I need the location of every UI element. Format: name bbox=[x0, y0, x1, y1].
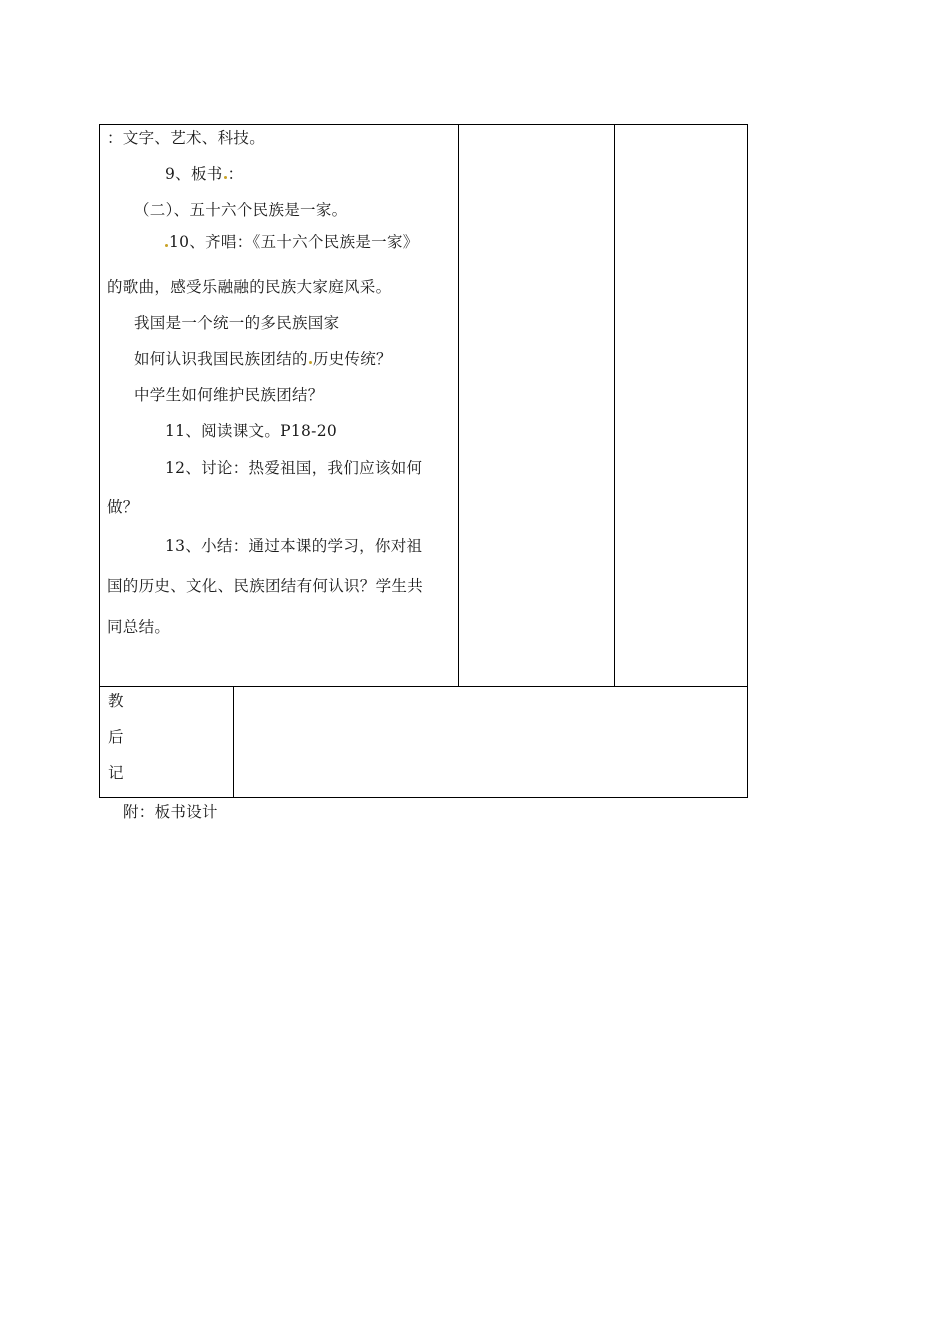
lesson-line: 的歌曲，感受乐融融的民族大家庭风采。 bbox=[107, 278, 392, 296]
lesson-line: 国的历史、文化、民族团结有何认识？学生共 bbox=[107, 577, 424, 595]
appendix-label: 附：板书设计 bbox=[123, 803, 218, 821]
mark-dot bbox=[309, 361, 312, 364]
reflection-label-char: 教 bbox=[108, 692, 124, 710]
lesson-line: 9、板书 ： bbox=[165, 165, 244, 183]
lesson-line: 10、齐唱：《五十六个民族是一家》 bbox=[164, 232, 419, 252]
column-divider-1 bbox=[458, 124, 459, 687]
column-divider-2 bbox=[614, 124, 615, 687]
lesson-line: 做？ bbox=[107, 498, 139, 516]
mark-dot bbox=[165, 244, 168, 247]
lesson-line: 同总结。 bbox=[107, 618, 171, 636]
lesson-line: 我国是一个统一的多民族国家 bbox=[134, 314, 340, 332]
lesson-line: ：文字、艺术、科技。 bbox=[107, 129, 266, 147]
reflection-label-char: 后 bbox=[108, 728, 124, 746]
lesson-line: 12、讨论：热爱祖国，我们应该如何 bbox=[165, 459, 423, 477]
reflection-label-char: 记 bbox=[108, 764, 124, 782]
lesson-line: 11、阅读课文。P18-20 bbox=[165, 422, 338, 440]
lesson-line: 如何认识我国民族团结的 历史传统？ bbox=[134, 350, 392, 368]
row-divider bbox=[99, 686, 748, 687]
lesson-line: 13、小结：通过本课的学习，你对祖 bbox=[165, 537, 423, 555]
lesson-line: 中学生如何维护民族团结？ bbox=[134, 386, 324, 404]
lesson-line: （二）、五十六个民族是一家。 bbox=[134, 201, 348, 219]
mark-dot bbox=[224, 176, 227, 179]
reflection-divider bbox=[233, 686, 234, 797]
